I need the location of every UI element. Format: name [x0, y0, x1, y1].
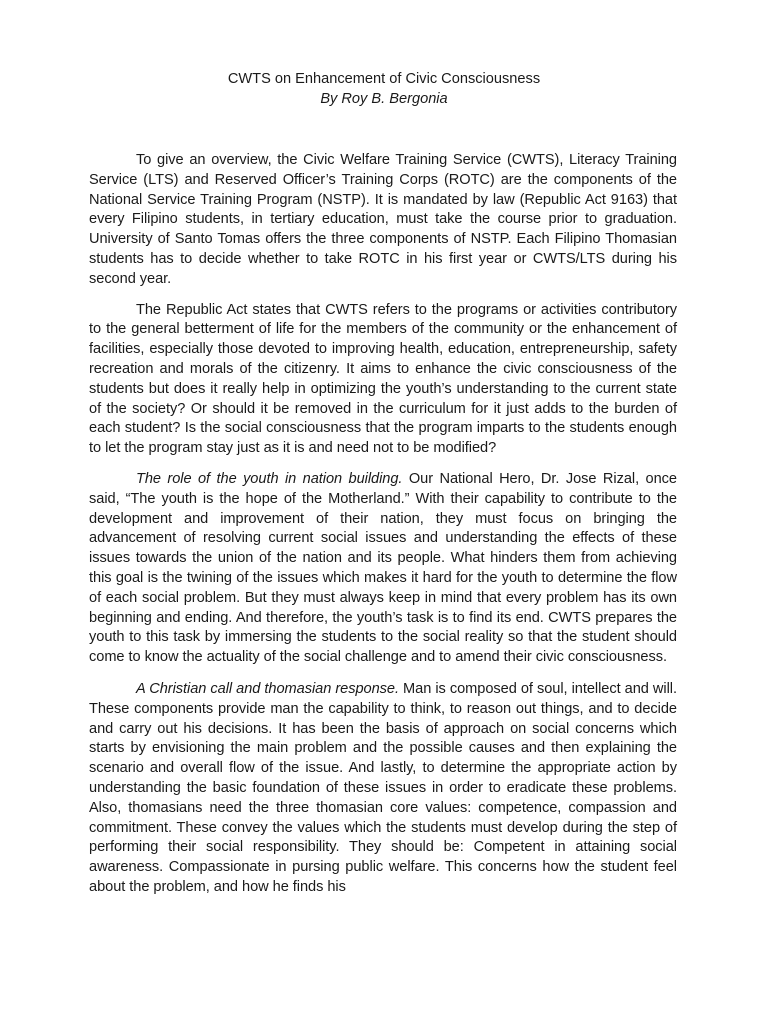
paragraph-republic-act	[89, 301, 677, 459]
paragraph-overview	[89, 151, 677, 290]
document-title: CWTS on Enhancement of Civic Consciousness	[227, 71, 541, 87]
paragraph-christian-call	[89, 680, 677, 898]
document-author: By Roy B. Bergonia	[320, 91, 448, 107]
paragraph-text: Our National Hero, Dr. Jose Rizal, once said, “The youth is the hope of the Motherland.” With their capability to contribute to the development and improvement of their nation, they must focus on bringing the advancement of resolving current social issues and understanding the effects of these issues towards the union of the nation and its people. What hinders them from achieving this goal is the twining of the issues which makes it hard for the youth to determine the flow of each social problem. But they must always keep in mind that every problem has its own beginning and ending. And therefore, the youth’s task is to find its end. CWTS prepares the youth to this task by immersing the students to the social reality so that the student should come to know the actuality of the social challenge and to amend their civic consciousness.	[89, 470, 677, 666]
paragraph-text: To give an overview, the Civic Welfare Training Service (CWTS), Literacy Training Service (LTS) and Reserved Officer’s Training Corps (ROTC) are the components of the National Service Training Program (NSTP). It is mandated by law (Republic Act 9163) that every Filipino students, in tertiary education, must take the course prior to graduation. University of Santo Tomas offers the three components of NSTP. Each Filipino Thomasian students has to decide whether to take ROTC in his first year or CWTS/LTS during his second year.	[89, 152, 677, 287]
paragraph-lead-heading: The role of the youth in nation building.	[136, 470, 403, 487]
paragraph-lead-heading: A Christian call and thomasian response.	[136, 680, 399, 697]
paragraph-youth-role	[89, 470, 677, 668]
paragraph-text: The Republic Act states that CWTS refers to the programs or activities contributory to the general betterment of life for the members of the community or the enhancement of facilities, especially those devoted to improving health, education, entrepreneurship, safety recreation and morals of the citizenry. It aims to enhance the civic consciousness of the students but does it really help in optimizing the youth’s understanding to the current state of the society? Or should it be removed in the curriculum for it just adds to the burden of each student? Is the social consciousness that the program imparts to the students enough to let the program stay just as it is and need not to be modified?	[89, 301, 677, 457]
document-body	[89, 151, 677, 909]
paragraph-text: Man is composed of soul, intellect and will. These components provide man the capability to think, to reason out things, and to decide and carry out his decisions. It has been the basis of approach on social concerns which starts by envisioning the main problem and the possible causes and then explaining the scenario and overall flow of the issue. And lastly, to determine the appropriate action by understanding the basic foundation of these issues in order to eradicate these problems. Also, thomasians need the three thomasian core values: competence, compassion and commitment. These convey the values which the students must develop during the step of performing their social responsibility. They should be: Competent in attaining social awareness. Compassionate in pursing public welfare. This concerns how the student feel about the problem, and how he finds his	[89, 680, 677, 895]
